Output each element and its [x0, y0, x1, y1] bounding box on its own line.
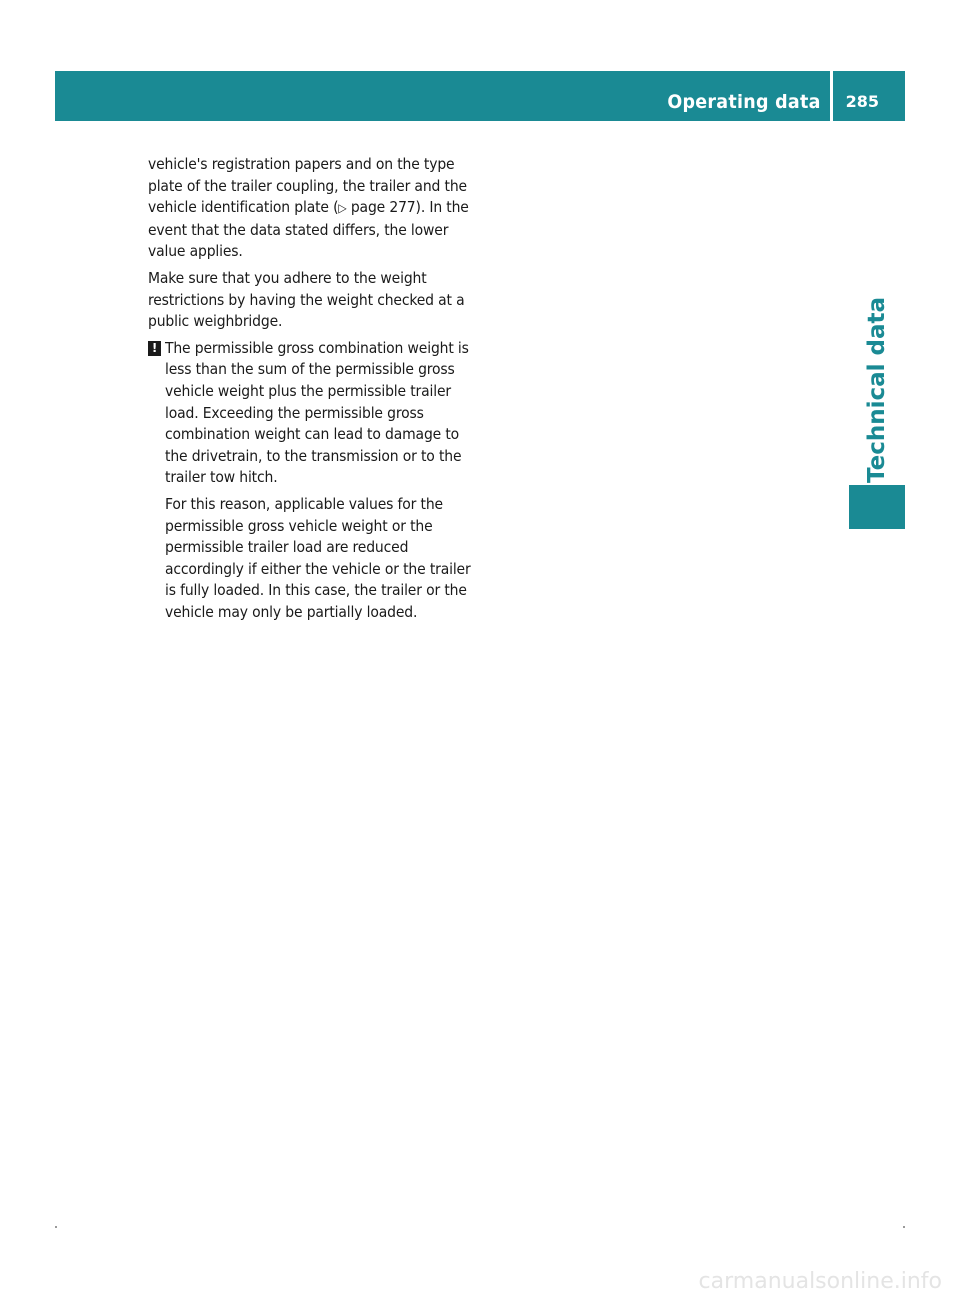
- body-paragraph-1-start: vehicle's registration papers and on the type plate of the trailer coupling, the trailer and the vehicle identification plate (: [148, 155, 467, 217]
- chapter-tab-label: Technical data: [864, 296, 890, 484]
- page-content: [148, 154, 484, 628]
- warning-paragraph-1: The permissible gross combination weight is less than the sum of the permissible gross vehicle weight plus the permissible trailer load. Exceeding the permissible gross combination weight can lead to damage to the drivetrain, to the transmission or to the trailer tow hitch.: [165, 338, 469, 487]
- page-number: 285: [845, 92, 879, 111]
- chapter-tab-block: [849, 485, 905, 529]
- body-paragraph-1: [148, 154, 484, 263]
- chapter-tab: [849, 296, 905, 484]
- section-title: Operating data: [667, 91, 821, 113]
- corner-mark-right: [903, 1226, 905, 1228]
- warning-icon: !: [148, 341, 161, 356]
- header-divider: [830, 71, 833, 121]
- corner-mark-left: [55, 1226, 57, 1228]
- warning-paragraph-2: For this reason, applicable values for the permissible gross vehicle weight or the permissible trailer load are reduced accordingly if either the vehicle or the trailer is fully loaded. In this case, the trailer or the vehicle may only be partially loaded.: [165, 494, 471, 621]
- page-header-bar: [55, 71, 905, 121]
- page-reference-arrow-icon: ▷: [338, 201, 347, 216]
- warning-note: [148, 338, 484, 624]
- watermark: carmanualsonline.info: [698, 1269, 942, 1294]
- body-paragraph-1-end: page 277). In the event that the data stated differs, the lower value applies.: [148, 198, 469, 261]
- body-paragraph-2: Make sure that you adhere to the weight restrictions by having the weight checked at a public weighbridge.: [148, 268, 465, 331]
